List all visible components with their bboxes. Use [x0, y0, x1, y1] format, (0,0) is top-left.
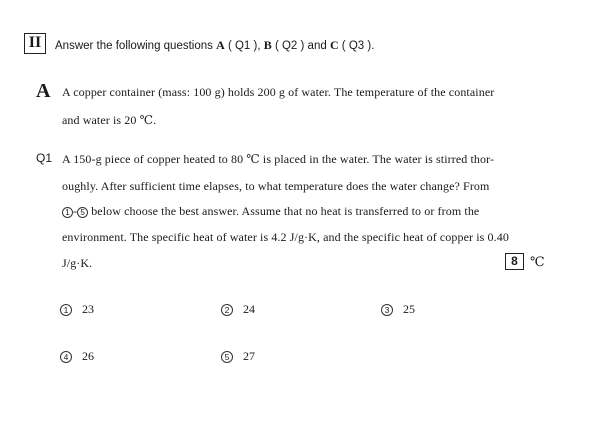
choice-option[interactable]	[221, 302, 255, 317]
choice-option[interactable]	[381, 302, 415, 317]
q1-ref: ( Q1 ),	[224, 40, 264, 52]
part-b-label: B	[263, 38, 272, 52]
instructions	[55, 38, 374, 53]
q2-ref: ( Q2 ) and	[271, 40, 330, 52]
intro-prefix: Answer the following questions	[55, 40, 217, 52]
q1-line-1: A 150-g piece of copper heated to 80 ℃ is placed in the water. The water is stirred thor-	[62, 152, 495, 166]
choice-value: 25	[403, 302, 415, 316]
answer-unit: ℃	[530, 254, 545, 269]
part-c-label: C	[329, 38, 339, 52]
q1-line-5: J/g·K.	[62, 256, 93, 270]
choice-value: 27	[243, 349, 255, 363]
part-a-label: A	[216, 38, 225, 52]
question-label: Q1	[36, 151, 53, 165]
section-numeral: II	[24, 33, 46, 54]
choice-option[interactable]	[60, 302, 94, 317]
choice-marker: 1	[60, 304, 72, 316]
answer-number-box: 8	[505, 253, 524, 270]
part-a-line-1: A copper container (mass: 100 g) holds 200 g of water. The temperature of the container	[62, 85, 495, 99]
choice-value: 24	[243, 302, 255, 316]
q1-line-3-text: below choose the best answer. Assume that no heat is transferred to or from the	[88, 204, 480, 218]
range-start-marker: 1	[62, 207, 73, 218]
range-dash: -	[73, 204, 78, 218]
choice-marker: 5	[221, 351, 233, 363]
q1-line-3	[62, 204, 479, 219]
choice-value: 23	[82, 302, 94, 316]
q1-line-2: oughly. After sufficient time elapses, to what temperature does the water change? From	[62, 179, 490, 193]
q3-ref: ( Q3 ).	[338, 40, 375, 52]
q1-line-4: environment. The specific heat of water is 4.2 J/g·K, and the specific heat of copper is 0.40	[62, 230, 509, 244]
choice-marker: 4	[60, 351, 72, 363]
part-a-line-2: and water is 20 ℃.	[62, 113, 157, 127]
choice-marker: 3	[381, 304, 393, 316]
choice-option[interactable]	[60, 349, 94, 364]
range-end-marker: 5	[77, 207, 88, 218]
part-a-heading: A	[36, 80, 51, 102]
choice-marker: 2	[221, 304, 233, 316]
choice-value: 26	[82, 349, 94, 363]
choice-option[interactable]	[221, 349, 255, 364]
